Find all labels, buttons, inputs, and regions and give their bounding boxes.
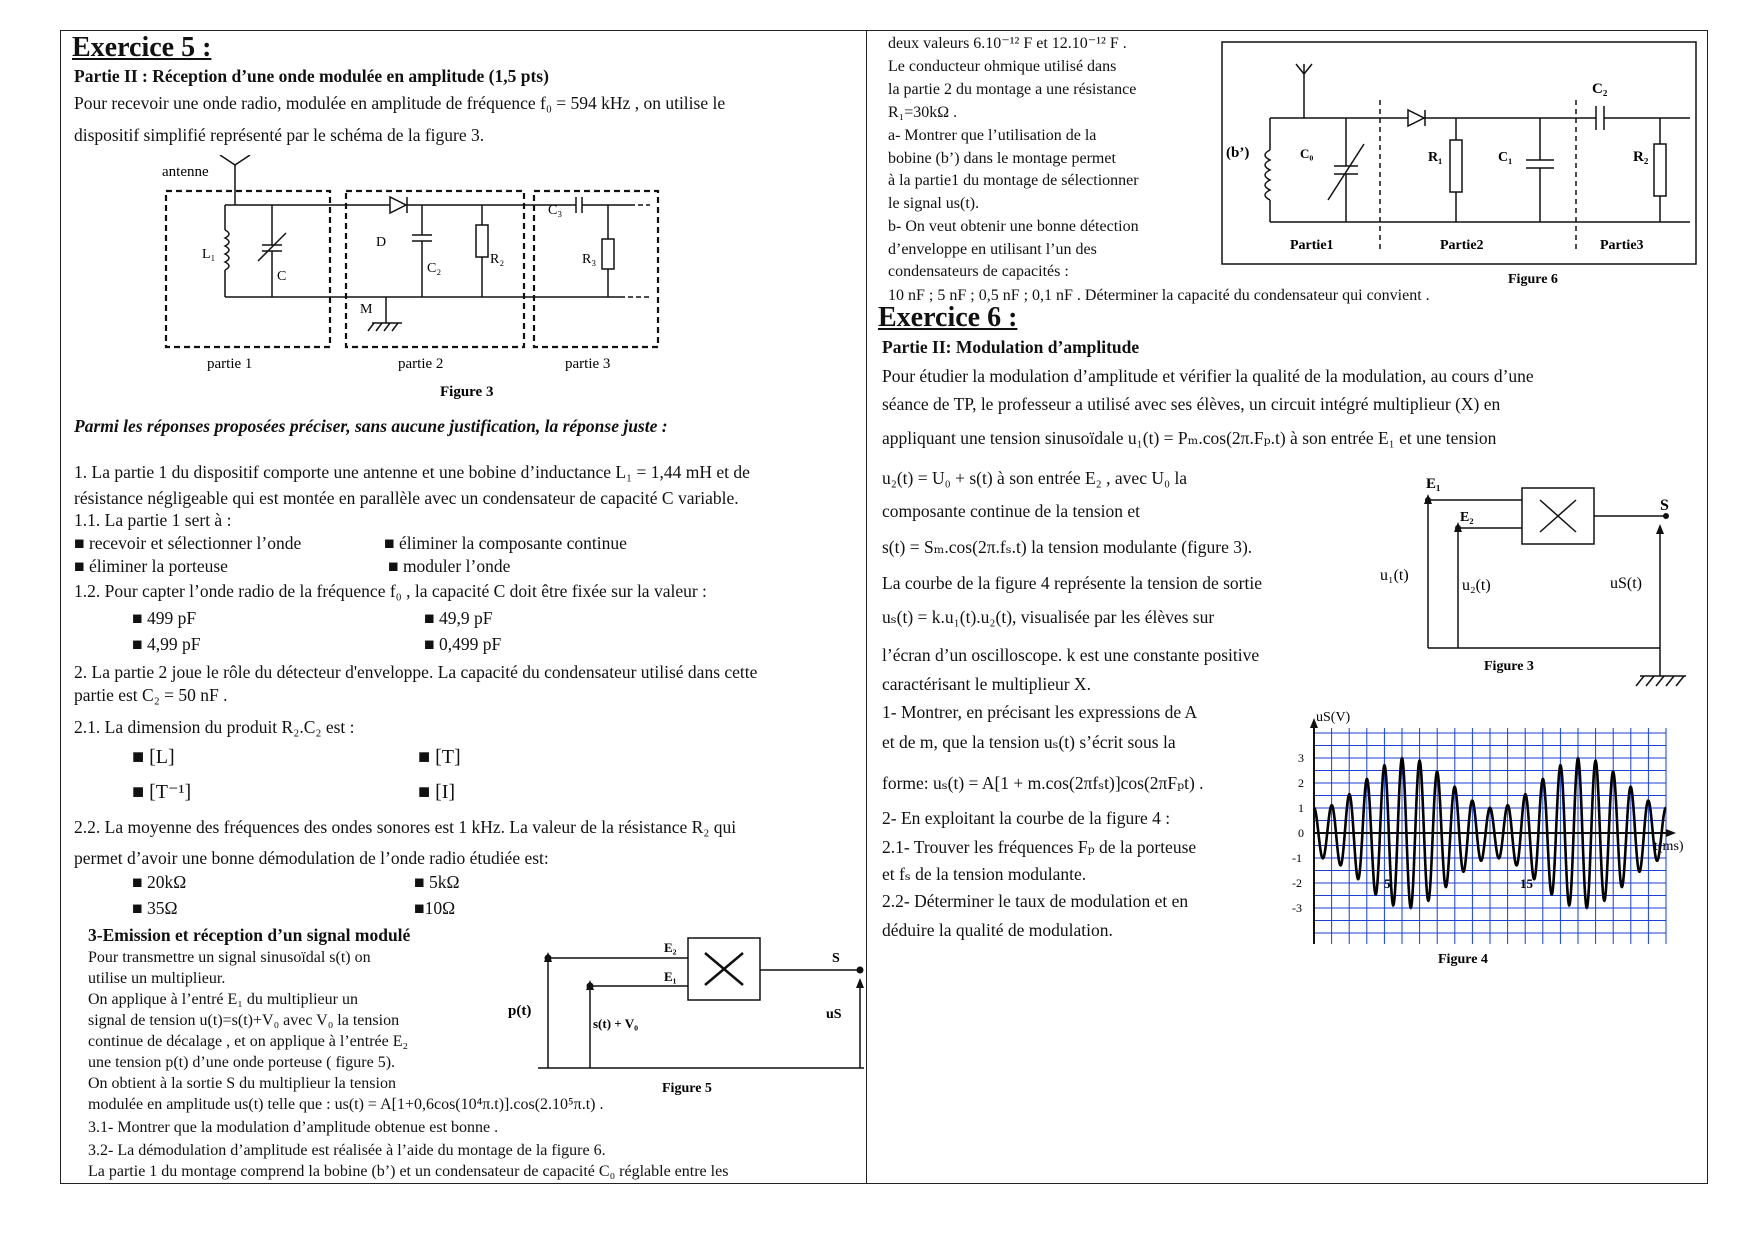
fig5-p-label: p(t) — [508, 1003, 532, 1019]
fig3-partie2-label: partie 2 — [398, 356, 444, 372]
ex6-q1-line-c: forme: uₛ(t) = A[1 + m.cos(2πfₛt)]cos(2πFₚt) . — [882, 773, 1204, 793]
fig3-L1-label: L₁ — [202, 247, 216, 262]
fig3-C2-label: C₂ — [427, 261, 442, 276]
ex6-q21-line-b: et fₛ de la tension modulante. — [882, 864, 1087, 884]
fig4-ytick-label: 3 — [1298, 751, 1304, 765]
q22-option-3[interactable]: ■ 35Ω — [132, 898, 178, 918]
fig4-xtick-15: 15 — [1520, 876, 1533, 891]
fig6-partie3-label: Partie3 — [1600, 238, 1644, 253]
s3-line-4: signal de tension u(t)=s(t)+V₀ avec V₀ la tension — [88, 1012, 400, 1029]
q1-line-a: 1. La partie 1 du dispositif comporte une antenne et une bobine d’inductance L₁ = 1,44 mH et de — [74, 462, 750, 482]
fig5-s-label: s(t) + V₀ — [593, 1016, 639, 1031]
cont-line-3: la partie 2 du montage a une résistance — [888, 81, 1137, 98]
qa-line-3: à la partie1 du montage de sélectionner — [888, 172, 1139, 189]
q22-option-2[interactable]: ■ 5kΩ — [414, 872, 460, 892]
ex6-line-9: l’écran d’un oscilloscope. k est une constante positive — [882, 645, 1260, 665]
q32-line-b: La partie 1 du montage comprend la bobine (b’) et un condensateur de capacité C₀ réglable entre les — [88, 1163, 729, 1180]
section3-title: 3-Emission et réception d’un signal modulé — [88, 925, 411, 945]
ex6-q2: 2- En exploitant la courbe de la figure 4 : — [882, 808, 1171, 828]
q21-option-1[interactable]: ■ [L] — [132, 746, 175, 768]
q11-text: 1.1. La partie 1 sert à : — [74, 510, 232, 530]
fig3-M-label: M — [360, 302, 373, 317]
fig3-D-label: D — [376, 235, 387, 250]
fig3-partie3-label: partie 3 — [565, 356, 611, 372]
qb-line-2: d’enveloppe en utilisant l’un des — [888, 241, 1097, 258]
q22-option-1[interactable]: ■ 20kΩ — [132, 872, 187, 892]
fig3-antenne-label: antenne — [162, 164, 209, 180]
figure3-multiplier — [1380, 470, 1710, 702]
figure4-chart — [1286, 708, 1706, 970]
ex6-line-1: Pour étudier la modulation d’amplitude et vérifier la qualité de la modulation, au cours d’une — [882, 366, 1534, 386]
q21-option-3[interactable]: ■ [T⁻¹] — [132, 781, 192, 803]
cont-line-1: deux valeurs 6.10⁻¹² F et 12.10⁻¹² F . — [888, 35, 1127, 52]
cont-line-2: Le conducteur ohmique utilisé dans — [888, 58, 1117, 75]
s3-line-2: utilise un multiplieur. — [88, 970, 226, 987]
intro-line1: Pour recevoir une onde radio, modulée en amplitude de fréquence f₀ = 594 kHz , on utilise le — [74, 93, 726, 113]
fig3r-E1-label: E₁ — [1426, 476, 1441, 492]
q22-line-a: 2.2. La moyenne des fréquences des ondes sonores est 1 kHz. La valeur de la résistance R₂ qui — [74, 817, 737, 837]
fig3-C-label: C — [277, 269, 287, 284]
fig4-caption: Figure 4 — [1438, 952, 1488, 967]
fig3r-u2-label: u₂(t) — [1462, 577, 1491, 594]
q31-text: 3.1- Montrer que la modulation d’amplitude obtenue est bonne . — [88, 1119, 499, 1136]
fig6-partie2-label: Partie2 — [1440, 238, 1484, 253]
ex6-line-4: u₂(t) = U₀ + s(t) à son entrée E₂ , avec U₀ la — [882, 468, 1188, 488]
ex6-line-3: appliquant une tension sinusoïdale u₁(t) = Pₘ.cos(2π.Fₚ.t) à son entrée E₁ et une tension — [882, 428, 1497, 448]
instruction-text: Parmi les réponses proposées préciser, sans aucune justification, la réponse juste : — [74, 416, 668, 436]
ex6-line-10: caractérisant le multiplieur X. — [882, 674, 1091, 694]
s3-line-6: une tension p(t) d’une onde porteuse ( figure 5). — [88, 1054, 396, 1071]
q2-line-a: 2. La partie 2 joue le rôle du détecteur d'enveloppe. La capacité du condensateur utilisé dans cette — [74, 662, 758, 682]
exercise6-title: Exercice 6 : — [878, 302, 1018, 333]
fig3-R2-label: R₂ — [490, 252, 505, 267]
q11-option-1[interactable]: ■ recevoir et sélectionner l’onde — [74, 533, 302, 553]
fig4-ytick-label: 0 — [1298, 826, 1304, 840]
q21-option-2[interactable]: ■ [T] — [418, 746, 461, 768]
s3-line-8: modulée en amplitude us(t) telle que : us(t) = A[1+0,6cos(10⁴π.t)].cos(2.10⁵π.t) . — [88, 1096, 604, 1113]
figure6-circuit — [1220, 40, 1700, 288]
q12-option-2[interactable]: ■ 49,9 pF — [424, 608, 493, 628]
fig6-C2-label: C₂ — [1592, 81, 1608, 97]
q12-option-3[interactable]: ■ 4,99 pF — [132, 634, 201, 654]
fig6-R2-label: R₂ — [1633, 149, 1649, 165]
qa-line-1: a- Montrer que l’utilisation de la — [888, 127, 1097, 144]
fig6-R1-label: R₁ — [1428, 150, 1443, 165]
qb-line-1: b- On veut obtenir une bonne détection — [888, 218, 1139, 235]
fig3-partie1-label: partie 1 — [207, 356, 253, 372]
q11-option-3[interactable]: ■ éliminer la porteuse — [74, 556, 228, 576]
q21-option-4[interactable]: ■ [I] — [418, 781, 456, 803]
q32-text: 3.2- La démodulation d’amplitude est réalisée à l’aide du montage de la figure 6. — [88, 1142, 606, 1159]
q11-option-2[interactable]: ■ éliminer la composante continue — [384, 533, 627, 553]
q22-line-b: permet d’avoir une bonne démodulation de l’onde radio étudiée est: — [74, 848, 549, 868]
fig4-ytick-label: 1 — [1298, 801, 1304, 815]
ex6-line-5: composante continue de la tension et — [882, 501, 1141, 521]
ex6-q21-line-a: 2.1- Trouver les fréquences Fₚ de la porteuse — [882, 837, 1197, 857]
fig6-partie1-label: Partie1 — [1290, 238, 1334, 253]
q22-option-4[interactable]: ■10Ω — [414, 898, 456, 918]
fig4-ytick-label: 2 — [1298, 776, 1304, 790]
fig4-ytick-label: -3 — [1292, 901, 1302, 915]
fig3-caption: Figure 3 — [440, 384, 494, 400]
fig3r-us-label: uS(t) — [1610, 575, 1642, 592]
ex6-line-2: séance de TP, le professeur a utilisé avec ses élèves, un circuit intégré multiplieur (X) en — [882, 394, 1501, 414]
ex6-partie2-title: Partie II: Modulation d’amplitude — [882, 337, 1140, 357]
fig6-caption: Figure 6 — [1508, 272, 1558, 287]
q11-option-4[interactable]: ■ moduler l’onde — [388, 556, 511, 576]
fig3r-S-label: S — [1660, 497, 1669, 514]
cont-line-4: R₁=30kΩ . — [888, 104, 958, 121]
intro-line2: dispositif simplifié représenté par le schéma de la figure 3. — [74, 125, 485, 145]
fig4-ylabel: uS(V) — [1316, 710, 1351, 725]
s3-line-5: continue de décalage , et on applique à l’entrée E₂ — [88, 1033, 409, 1050]
exercise5-title: Exercice 5 : — [72, 32, 212, 63]
fig3-R3-label: R₃ — [582, 252, 597, 267]
fig6-C0-label: C₀ — [1300, 146, 1314, 161]
figure5-multiplier — [500, 928, 870, 1100]
fig3r-u1-label: u₁(t) — [1380, 567, 1409, 584]
s3-line-1: Pour transmettre un signal sinusoïdal s(t) on — [88, 949, 371, 966]
fig6-C1-label: C₁ — [1498, 150, 1513, 165]
ex6-line-7: La courbe de la figure 4 représente la tension de sortie — [882, 573, 1262, 593]
ex6-line-8: uₛ(t) = k.u₁(t).u₂(t), visualisée par les élèves sur — [882, 607, 1215, 627]
fig3r-caption: Figure 3 — [1484, 659, 1534, 674]
partie2-title: Partie II : Réception d’une onde modulée en amplitude (1,5 pts) — [74, 66, 549, 86]
ex6-line-6: s(t) = Sₘ.cos(2π.fₛ.t) la tension modulante (figure 3). — [882, 537, 1253, 557]
qb-line-3: condensateurs de capacités : — [888, 263, 1069, 280]
ex6-q1-line-a: 1- Montrer, en précisant les expressions de A — [882, 702, 1198, 722]
fig5-E1-label: E₁ — [664, 969, 677, 984]
q21-text: 2.1. La dimension du produit R₂.C₂ est : — [74, 717, 355, 737]
fig5-us-label: uS — [826, 1007, 842, 1022]
ex6-q22-line-a: 2.2- Déterminer le taux de modulation et en — [882, 891, 1189, 911]
figure3-circuit — [150, 155, 670, 400]
s3-line-3: On applique à l’entré E₁ du multiplieur un — [88, 991, 358, 1008]
q2-line-b: partie est C₂ = 50 nF . — [74, 685, 228, 705]
s3-line-7: On obtient à la sortie S du multiplieur la tension — [88, 1075, 396, 1092]
q12-option-1[interactable]: ■ 499 pF — [132, 608, 197, 628]
fig3-C3-label: C₃ — [548, 203, 563, 218]
fig4-xtick-5: 5 — [1384, 876, 1391, 891]
q1-line-b: résistance négligeable qui est montée en parallèle avec un condensateur de capacité C variable. — [74, 488, 739, 508]
qa-line-4: le signal us(t). — [888, 195, 980, 212]
fig4-xlabel: t(ms) — [1654, 839, 1684, 854]
fig3r-E2-label: E₂ — [1460, 510, 1474, 525]
ex6-q22-line-b: déduire la qualité de modulation. — [882, 920, 1113, 940]
q12-text: 1.2. Pour capter l’onde radio de la fréquence f₀ , la capacité C doit être fixée sur la valeur : — [74, 581, 707, 601]
fig5-S-label: S — [832, 951, 840, 966]
fig4-ytick-label: -2 — [1292, 876, 1302, 890]
fig6-b-label: (b’) — [1226, 145, 1250, 161]
fig5-E2-label: E₂ — [664, 940, 677, 955]
fig4-ytick-label: -1 — [1292, 851, 1302, 865]
ex6-q1-line-b: et de m, que la tension uₛ(t) s’écrit sous la — [882, 732, 1176, 752]
fig5-caption: Figure 5 — [662, 1081, 712, 1096]
q12-option-4[interactable]: ■ 0,499 pF — [424, 634, 502, 654]
qa-line-2: bobine (b’) dans le montage permet — [888, 150, 1116, 167]
qb-line-4: 10 nF ; 5 nF ; 0,5 nF ; 0,1 nF . Déterminer la capacité du condensateur qui convient . — [888, 287, 1430, 304]
